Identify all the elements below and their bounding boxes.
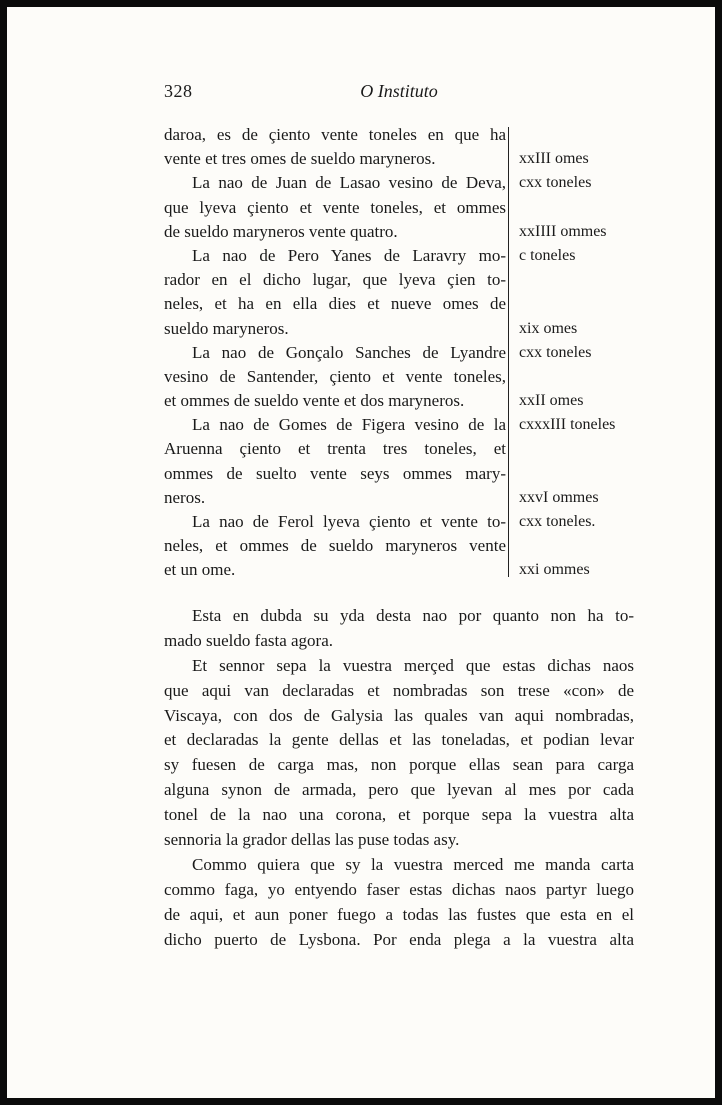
quantity-cell (519, 123, 639, 147)
ship-entries-column (164, 123, 506, 583)
quantity-cell: xxi ommes (519, 561, 590, 579)
prose-line: que aqui van declaradas et nombradas son trese «con» de (164, 680, 634, 700)
entry-line: que lyeva çiento et vente toneles, et ommes (164, 197, 506, 217)
entry-line: La nao de Pero Yanes de Laravry mo- (192, 245, 506, 265)
page-header (164, 81, 634, 105)
entry-line: sueldo maryneros. (164, 318, 289, 338)
quantity-cell: xxII omes (519, 392, 584, 410)
entry-line: La nao de Juan de Lasao vesino de Deva, (192, 173, 506, 193)
prose-line: Viscaya, con dos de Galysia las quales van aqui nombradas, (164, 705, 634, 725)
entry-line: et un ome. (164, 560, 236, 580)
quantity-cell: cxx toneles (519, 343, 592, 361)
prose-line: alguna synon de armada, pero que lyevan al mes por cada (164, 780, 634, 800)
entry-line: de sueldo maryneros vente quatro. (164, 221, 398, 241)
quantity-cell (519, 534, 639, 558)
quantity-cell (519, 268, 639, 292)
quantity-cell (519, 196, 639, 220)
entry-line: ommes de suelto vente seys ommes mary- (164, 463, 506, 483)
entry-line: daroa, es de çiento vente toneles en que ha (164, 125, 506, 144)
entry-line: neles, et ha en ella dies et nueve omes de (164, 294, 506, 314)
prose-line: de aqui, et aun poner fuego a todas las fustes que esta en el (164, 904, 634, 924)
quantity-cell: c toneles (519, 246, 576, 264)
column-divider (508, 127, 509, 577)
quantity-cell (519, 462, 639, 486)
prose-line: commo faga, yo entyendo faser estas dichas naos partyr luego (164, 879, 634, 899)
quantity-cell (519, 292, 639, 316)
page-number: 328 (164, 81, 193, 101)
body-text (164, 604, 634, 952)
prose-line: tonel de la nao una corona, et porque sepa la vuestra alta (164, 805, 634, 825)
prose-line: mado sueldo fasta agora. (164, 630, 333, 650)
entry-line: rador en el dicho lugar, que lyeva çien to- (164, 270, 506, 290)
running-head: O Instituto (360, 81, 438, 101)
prose-line: Et sennor sepa la vuestra merçed que estas dichas naos (192, 655, 634, 675)
entry-line: La nao de Gomes de Figera vesino de la (192, 415, 506, 435)
quantity-cell (519, 365, 639, 389)
prose-line: sennoria la grador dellas las puse todas asy. (164, 830, 460, 850)
prose-line: sy fuesen de carga mas, non porque ellas sean para carga (164, 755, 634, 775)
quantity-cell: cxx toneles. (519, 513, 596, 530)
entry-line: et ommes de sueldo vente et dos maryneros. (164, 391, 465, 411)
quantity-cell: xxvI ommes (519, 488, 599, 506)
entry-line: La nao de Ferol lyeva çiento et vente to- (192, 512, 506, 531)
prose-line: Esta en dubda su yda desta nao por quanto non ha to- (192, 606, 634, 625)
entry-line: vesino de Santender, çiento et vente toneles, (164, 366, 506, 386)
quantity-cell: xix omes (519, 319, 578, 337)
quantities-column (519, 123, 639, 583)
entry-line: La nao de Gonçalo Sanches de Lyandre (192, 342, 506, 362)
prose-line: Commo quiera que sy la vuestra merced me manda carta (192, 854, 634, 874)
quantity-cell (519, 437, 639, 461)
quantity-cell: cxxxIII toneles (519, 416, 616, 434)
prose-line: dicho puerto de Lysbona. Por enda plega a la vuestra alta (164, 929, 634, 949)
quantity-cell: cxx toneles (519, 174, 592, 192)
quantity-cell: xxIIII ommes (519, 222, 607, 240)
entry-line: vente et tres omes de sueldo maryneros. (164, 149, 436, 169)
entry-line: neros. (164, 487, 206, 507)
quantity-cell: xxIII omes (519, 150, 589, 168)
entry-line: neles, et ommes de sueldo maryneros vente (164, 536, 506, 556)
entry-line: Aruenna çiento et trenta tres toneles, et (164, 439, 506, 459)
prose-line: et declaradas la gente dellas et las toneladas, et podian levar (164, 730, 634, 750)
